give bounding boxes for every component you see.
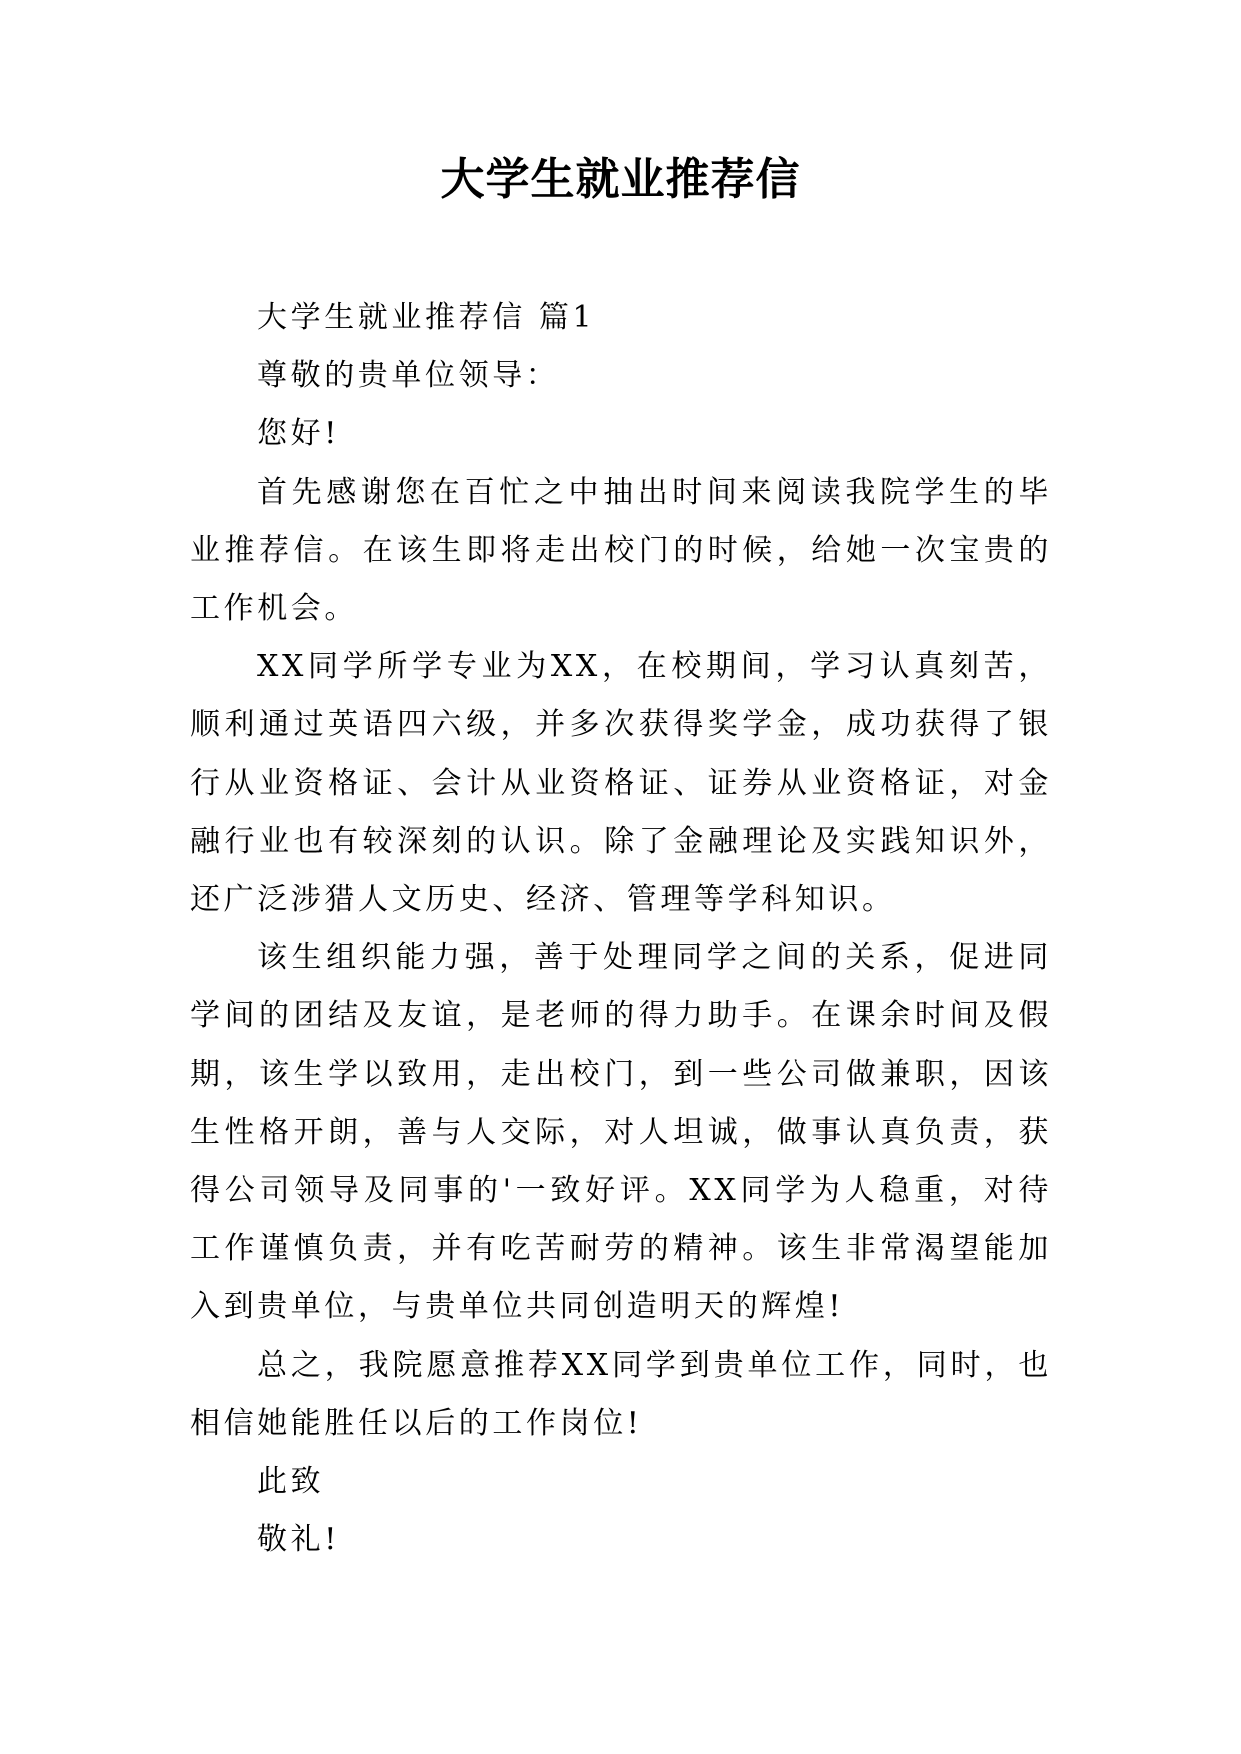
paragraph-academics: XX同学所学专业为XX，在校期间，学习认真刻苦，顺利通过英语四六级，并多次获得奖学金，成功获得了银行从业资格证、会计从业资格证、证券从业资格证，对金融行业也有较深刻的认识。除了金融理论及实践知识外，还广泛涉猎人文历史、经济、管理等学科知识。 [190,649,1052,918]
letter-greeting: 您好! [257,416,340,452]
letter-closing-1: 此致 [257,1464,325,1500]
letter-salutation: 尊敬的贵单位领导： [257,358,560,394]
paragraph-recommendation: 总之，我院愿意推荐XX同学到贵单位工作，同时，也相信她能胜任以后的工作岗位! [190,1347,1052,1441]
letter-heading: 大学生就业推荐信 篇1 [257,300,596,335]
paragraph-intro: 首先感谢您在百忙之中抽出时间来阅读我院学生的毕业推荐信。在该生即将走出校门的时候，给她一次宝贵的工作机会。 [190,474,1052,627]
document-title: 大学生就业推荐信 [440,154,801,205]
paragraph-character: 该生组织能力强，善于处理同学之间的关系，促进同学间的团结及友谊，是老师的得力助手。在课余时间及假期，该生学以致用，走出校门，到一些公司做兼职，因该生性格开朗，善与人交际，对人坦诚，做事认真负责，获得公司领导及同事的'一致好评。XX同学为人稳重，对待工作谨慎负责，并有吃苦耐劳的精神。该生非常渴望能加入到贵单位，与贵单位共同创造明天的辉煌! [190,940,1052,1325]
letter-closing-2: 敬礼! [257,1522,340,1558]
letter-body [190,289,1052,1569]
